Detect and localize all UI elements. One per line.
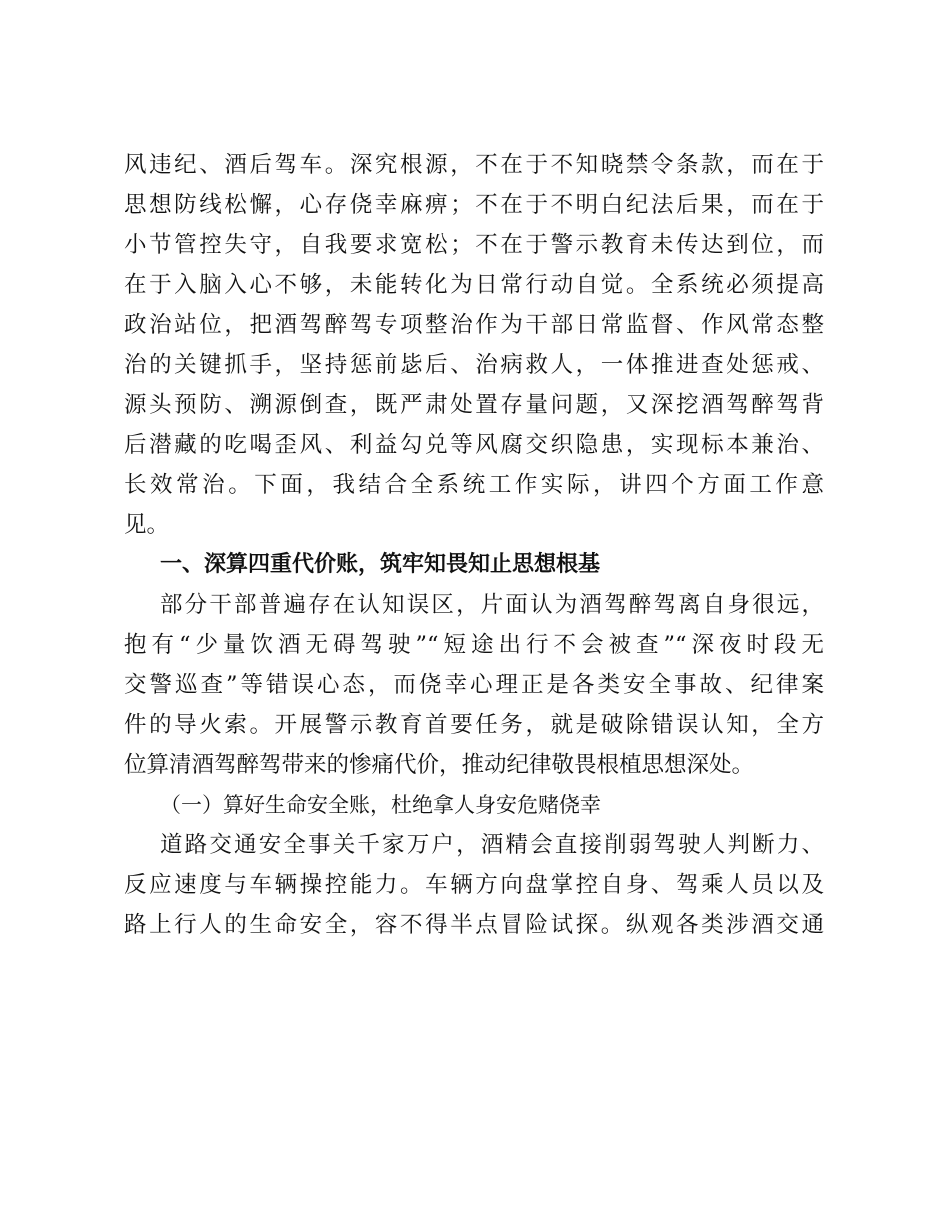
subsection-heading: （一）算好生命安全账，杜绝拿人身安危赌侥幸 (160, 793, 601, 817)
paragraph-line: 政治站位，把酒驾醉驾专项整治作为干部日常监督、作风常态整 (124, 312, 824, 338)
paragraph-line: 治的关键抓手，坚持惩前毖后、治病救人，一体推进查处惩戒、 (124, 352, 824, 378)
paragraph-line: 件的导火索。开展警示教育首要任务，就是破除错误认知，全方 (124, 712, 824, 738)
paragraph-line: 道路交通安全事关千家万户，酒精会直接削弱驾驶人判断力、 (160, 832, 824, 858)
paragraph-line: 源头预防、溯源倒查，既严肃处置存量问题，又深挖酒驾醉驾背 (124, 392, 824, 418)
paragraph-line: 小节管控失守，自我要求宽松；不在于警示教育未传达到位，而 (124, 232, 824, 258)
paragraph-line: 后潜藏的吃喝歪风、利益勾兑等风腐交织隐患，实现标本兼治、 (124, 432, 824, 458)
paragraph-line: 抱有“少量饮酒无碍驾驶”“短途出行不会被查”“深夜时段无 (124, 632, 824, 658)
paragraph-line: 位算清酒驾醉驾带来的惨痛代价，推动纪律敬畏根植思想深处。 (124, 752, 755, 778)
paragraph-line: 路上行人的生命安全，容不得半点冒险试探。纵观各类涉酒交通 (124, 912, 824, 938)
paragraph-line: 在于入脑入心不够，未能转化为日常行动自觉。全系统必须提高 (124, 272, 824, 298)
paragraph-line: 交警巡查”等错误心态，而侥幸心理正是各类安全事故、纪律案 (124, 672, 824, 698)
section-heading: 一、深算四重代价账，筑牢知畏知止思想根基 (160, 552, 601, 577)
paragraph-line: 思想防线松懈，心存侥幸麻痹；不在于不明白纪法后果，而在于 (124, 192, 824, 218)
paragraph-line: 风违纪、酒后驾车。深究根源，不在于不知晓禁令条款，而在于 (124, 152, 824, 178)
paragraph-line: 反应速度与车辆操控能力。车辆方向盘掌控自身、驾乘人员以及 (124, 872, 824, 898)
paragraph-line: 长效常治。下面，我结合全系统工作实际，讲四个方面工作意 (124, 472, 824, 498)
paragraph-line: 见。 (124, 512, 170, 538)
paragraph-line: 部分干部普遍存在认知误区，片面认为酒驾醉驾离自身很远， (160, 592, 824, 618)
